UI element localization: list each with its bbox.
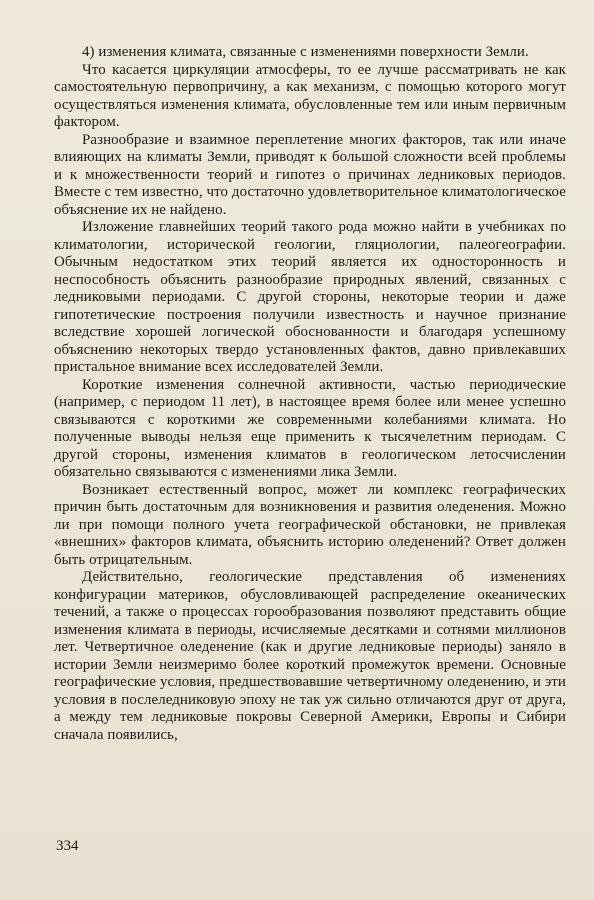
page-number: 334 xyxy=(56,838,79,854)
paragraph-5: Короткие изменения солнечной активности, частью периодические (например, с периодом 11 лет), в настоящее время более или менее успешно связываются с короткими же современными колебаниями климата. Но полученные выводы нельзя еще применить к тысячелетним периодам. С другой стороны, изменения климатов в геологическом летосчислении обязательно связываются с изменениями лика Земли. xyxy=(54,376,566,480)
paragraph-3: Разнообразие и взаимное переплетение многих факторов, так или иначе влияющих на климаты Земли, приводят к большой сложности всей проблемы и к множественности теорий и гипотез о причинах ледниковых периодов. Вместе с тем известно, что достаточно удовлетворительное климатологическое объяснение их не найдено. xyxy=(54,131,566,218)
paragraph-6: Возникает естественный вопрос, может ли комплекс географических причин быть достаточным для возникновения и развития оледенения. Можно ли при помощи полного учета географической обстановки, не привлекая «внешних» факторов климата, объяснить историю оледенений? Ответ должен быть отрицательным. xyxy=(54,481,566,568)
paragraph-7: Действительно, геологические представления об изменениях конфигурации материков, обусловливающей распределение океанических течений, а также о процессах горообразования позволяют представить общие изменения климата в периоды, исчисляемые десятками и сотнями миллионов лет. Четвертичное оледенение (как и другие ледниковые периоды) заняло в истории Земли неизмеримо более короткий промежуток времени. Основные географические условия, предшествовавшие четвертичному оледенению, и эти условия в послеледниковую эпоху не так уж сильно отличаются друг от друга, а между тем ледниковые покровы Северной Америки, Европы и Сибири сначала появились, xyxy=(54,569,566,743)
paragraph-1: 4) изменения климата, связанные с изменениями поверхности Земли. xyxy=(82,44,529,60)
paragraph-4: Изложение главнейших теорий такого рода можно найти в учебниках по климатологии, исторической геологии, гляциологии, палеогеографии. Обычным недостатком этих теорий является их односторонность и неспособность объяснить разнообразие природных явлений, связанных с ледниковыми периодами. С другой стороны, некоторые теории и даже гипотетические построения получили известность и научное признание вследствие хорошей логической обоснованности и благодаря успешному объяснению некоторых твердо установленных фактов, давно привлекавших пристальное внимание всех исследователей Земли. xyxy=(54,219,566,375)
body-text xyxy=(54,44,566,744)
paragraph-2: Что касается циркуляции атмосферы, то ее лучше рассматривать не как самостоятельную первопричину, а как механизм, с помощью которого могут осуществляться изменения климата, обусловленные тем или иным первичным фактором. xyxy=(54,61,566,130)
